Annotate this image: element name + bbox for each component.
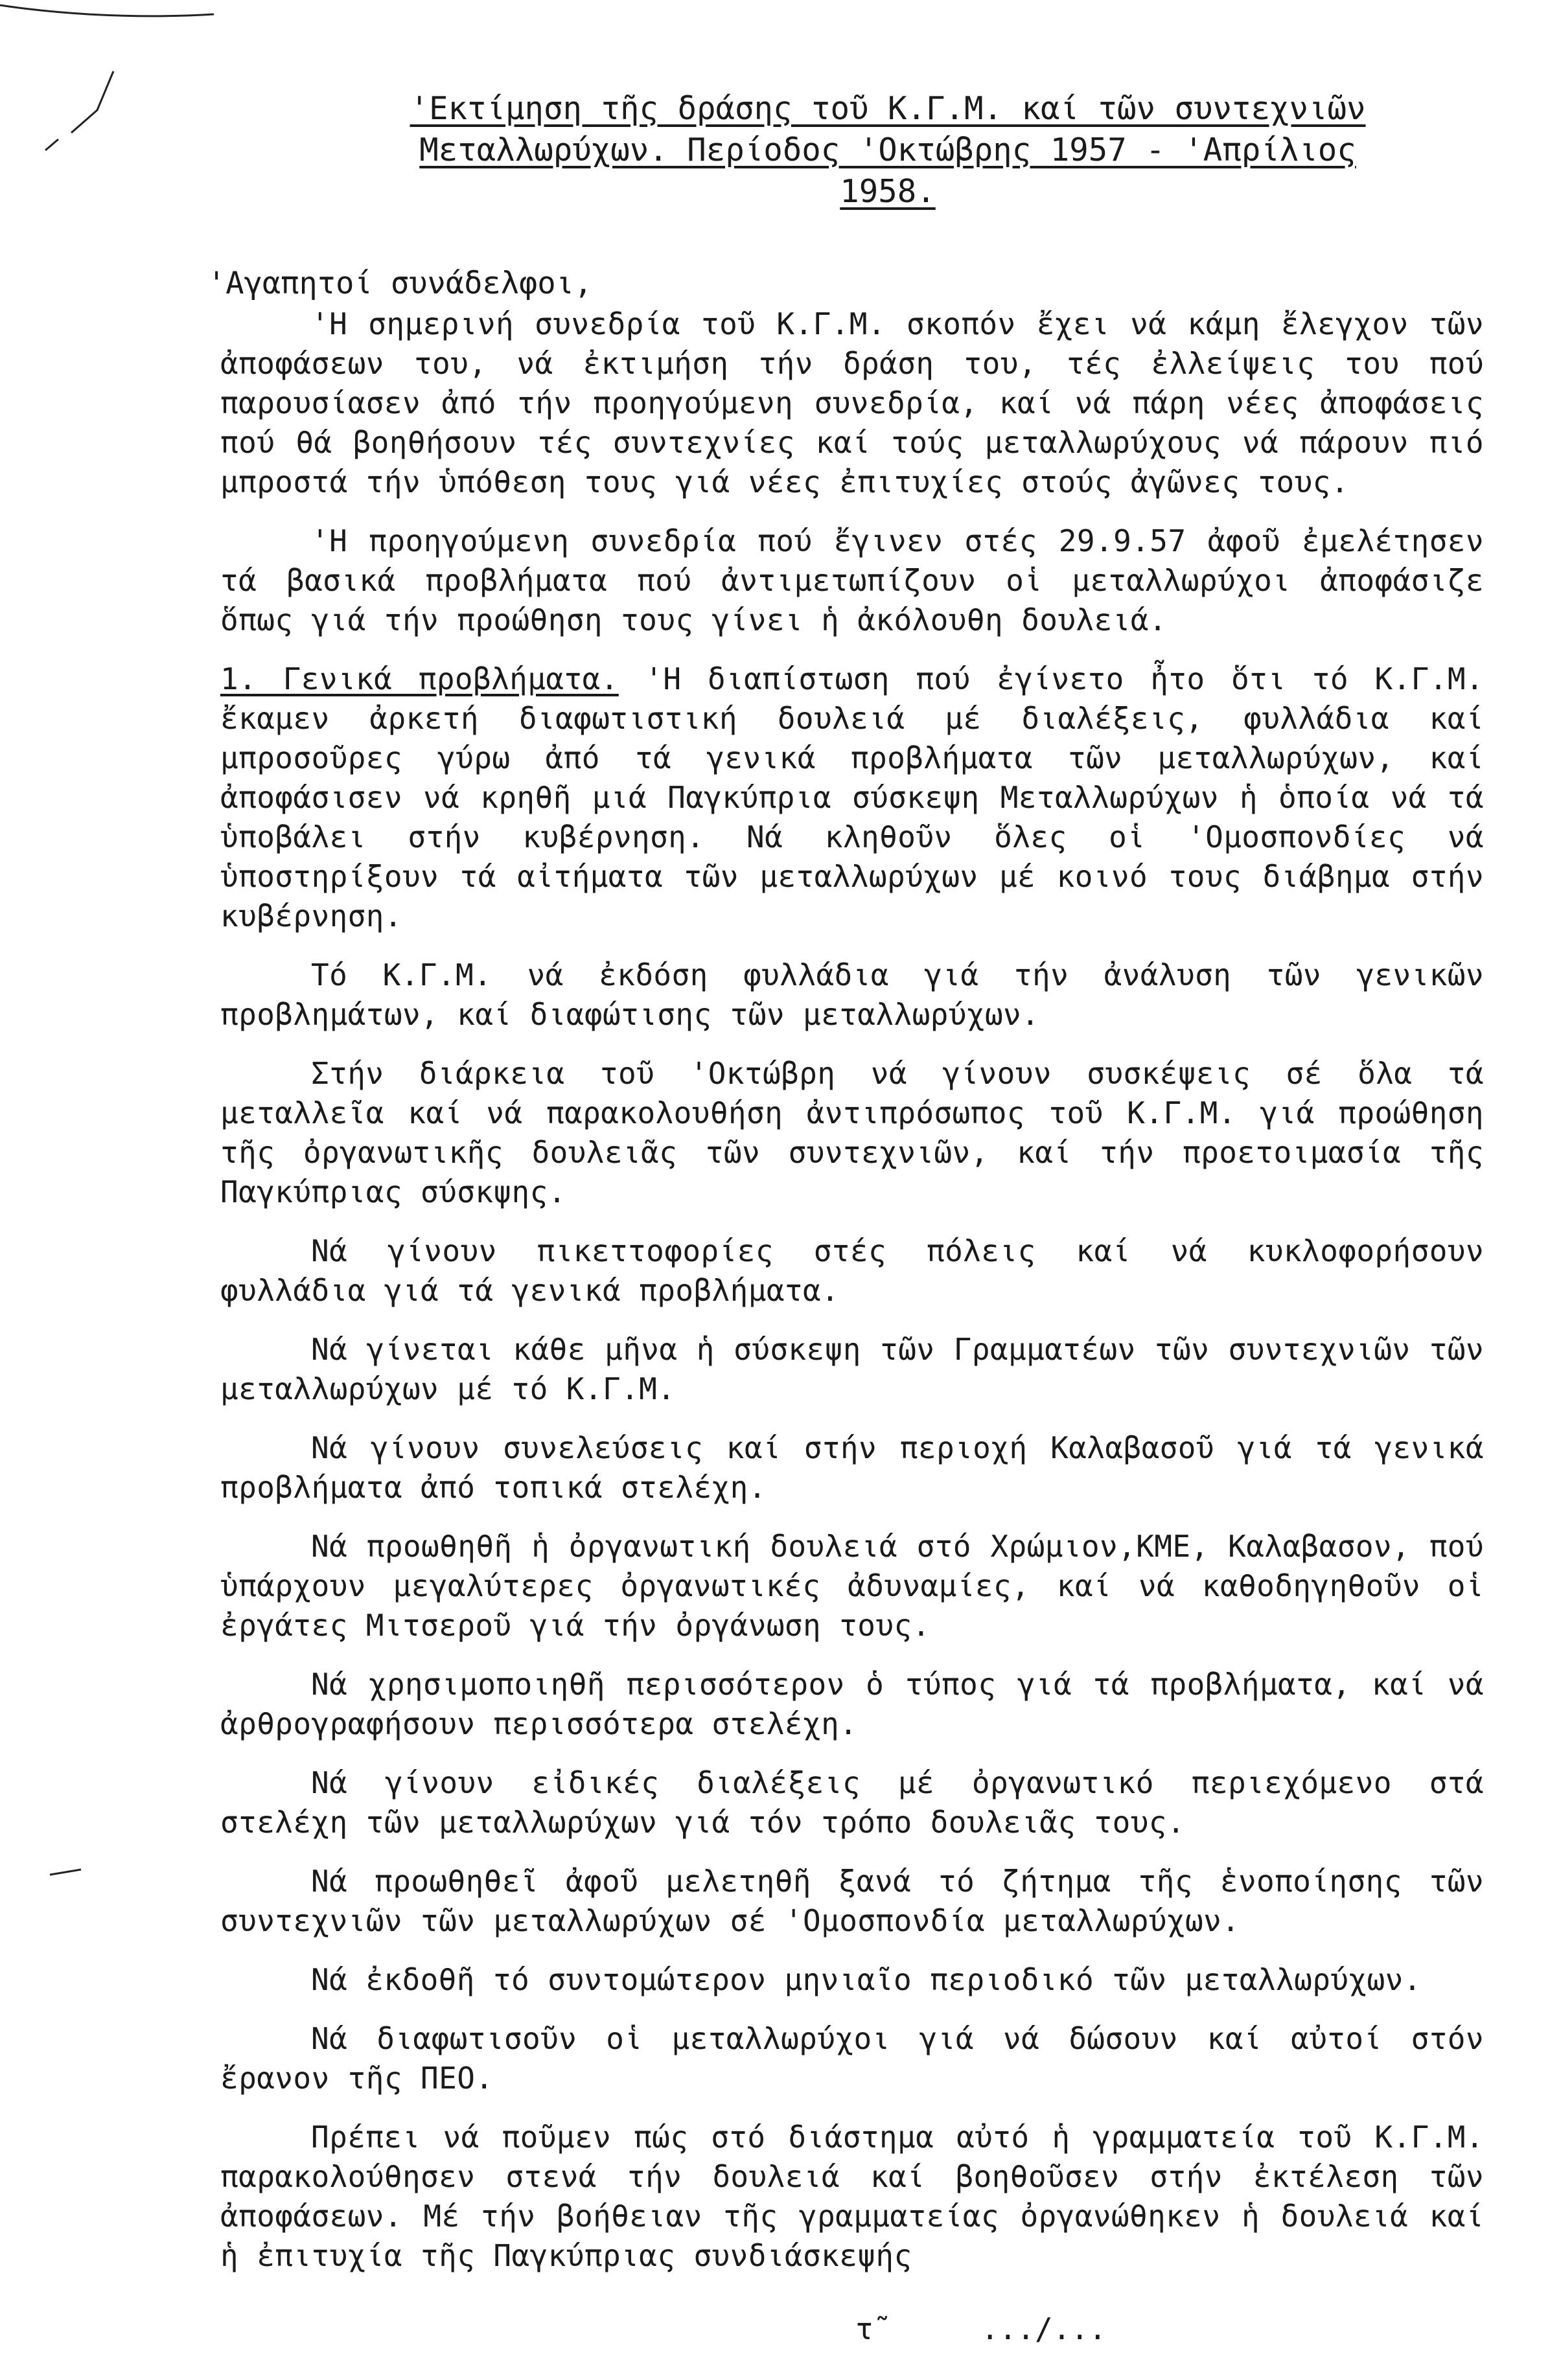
decision-paragraph: Νά γίνουν πικεττοφορίες στές πόλεις καί νά κυκλοφορήσουν φυλλάδια γιά τά γενικά προβλήματα. xyxy=(220,1233,1484,1308)
title-line-3: 1958. xyxy=(840,173,936,210)
decision-paragraph: Νά χρησιμοποιηθῆ περισσότερον ὁ τύπος γιά τά προβλήματα, καί νά ἀρθρογραφήσουν περισσότερα στελέχη. xyxy=(220,1667,1484,1741)
closing-paragraph: Πρέπει νά ποῦμεν πώς στό διάστημα αὐτό ἡ γραμματεία τοῦ Κ.Γ.Μ. παρακολούθησεν στενά τήν δουλειά καί βοηθοῦσεν στήν ἐκτέλεση τῶν ἀποφάσεων. Μέ τήν βοήθειαν τῆς γραμματείας ὀργανώθηκεν ἡ δουλειά καί ἡ ἐπιτυχία τῆς Παγκύπριας συνδιάσκεψής xyxy=(220,2120,1484,2273)
document-title xyxy=(382,88,1393,212)
scan-mark-top-left xyxy=(0,0,220,168)
decision-paragraph: Νά γίνουν συνελεύσεις καί στήν περιοχή Καλαβασοῦ γιά τά γενικά προβλήματα ἀπό τοπικά στελέχη. xyxy=(220,1430,1484,1505)
decision-paragraph: Νά προωθηθῆ ἡ ὀργανωτική δουλειά στό Χρώμιον,ΚΜΕ, Καλαβασον, πού ὑπάρχουν μεγαλύτερες ὀργανωτικές ἀδυναμίες, καί νά καθοδηγηθοῦν οἱ ἐργάτες Μιτσεροῦ γιά τήν ὀργάνωση τους. xyxy=(220,1529,1484,1643)
section-1-paragraph xyxy=(220,659,1484,936)
scan-mark-left-dash xyxy=(49,1866,87,1879)
page-continuation-marker: τ˜ .../... xyxy=(855,2311,1107,2346)
decision-paragraph: Νά γίνεται κάθε μῆνα ἡ σύσκεψη τῶν Γραμματέων τῶν συντεχνιῶν τῶν μεταλλωρύχων μέ τό Κ.Γ.Μ. xyxy=(220,1332,1484,1406)
decision-paragraph: Νά ἐκδοθῆ τό συντομώτερον μηνιαῖο περιοδικό τῶν μεταλλωρύχων. xyxy=(311,1962,1422,1997)
document-body xyxy=(220,304,1484,2295)
decision-paragraph: Στήν διάρκεια τοῦ 'Οκτώβρη νά γίνουν συσκέψεις σέ ὅλα τά μεταλλεῖα καί νά παρακολουθήση ἀντιπρόσωπος τοῦ Κ.Γ.Μ. γιά προώθηση τῆς ὀργανωτικῆς δουλειᾶς τῶν συντεχνιῶν, καί τήν προετοιμασία τῆς Παγκύπριας σύσκψης. xyxy=(220,1056,1484,1209)
intro-paragraph-2: 'Η προηγούμενη συνεδρία πού ἔγινεν στές 29.9.57 ἀφοῦ ἐμελέτησεν τά βασικά προβλήματα πού ἀντιμετωπίζουν οἱ μεταλλωρύχοι ἀποφάσιζε ὅπως γιά τήν προώθηση τους γίνει ἡ ἀκόλουθη δουλειά. xyxy=(220,523,1484,637)
decision-paragraph: Νά γίνουν εἰδικές διαλέξεις μέ ὀργανωτικό περιεχόμενο στά στελέχη τῶν μεταλλωρύχων γιά τόν τρόπο δουλειᾶς τους. xyxy=(220,1765,1484,1840)
section-1-text: 'Η διαπίστωση πού ἐγίνετο ἦτο ὅτι τό Κ.Γ.Μ. ἔκαμεν ἀρκετή διαφωτιστική δουλειά μέ διαλέξεις, φυλλάδια καί μπροσοῦρες γύρω ἀπό τά γενικά προβλήματα τῶν μεταλλωρύχων, καί ἀποφάσισεν νά κρηθῆ μιά Παγκύπρια σύσκεψη Μεταλλωρύχων ἡ ὁποία νά τά ὑποβάλει στήν κυβέρνηση. Νά κληθοῦν ὅλες οἱ 'Ομοσπονδίες νά ὑποστηρίξουν τά αἰτήματα τῶν μεταλλωρύχων μέ κοινό τους διάβημα στήν κυβέρνηση. xyxy=(220,661,1485,933)
greeting: 'Αγαπητοί συνάδελφοι, xyxy=(207,266,593,301)
title-line-1: 'Εκτίμηση τῆς δράσης τοῦ Κ.Γ.Μ. καί τῶν συντεχνιῶν xyxy=(410,90,1366,127)
decision-paragraph: Νά διαφωτισοῦν οἱ μεταλλωρύχοι γιά νά δώσουν καί αὐτοί στόν ἔρανον τῆς ΠΕΟ. xyxy=(220,2021,1484,2096)
section-1-heading: 1. Γενικά προβλήματα. xyxy=(220,661,619,696)
decision-paragraph: Τό Κ.Γ.Μ. νά ἐκδόση φυλλάδια γιά τήν ἀνάλυση τῶν γενικῶν προβλημάτων, καί διαφώτισης τῶν μεταλλωρύχων. xyxy=(220,957,1484,1032)
intro-paragraph-1: 'Η σημερινή συνεδρία τοῦ Κ.Γ.Μ. σκοπόν ἔχει νά κάμη ἔλεγχον τῶν ἀποφάσεων του, νά ἐκτιμήση τήν δράση του, τές ἐλλείψεις του πού παρουσίασεν ἀπό τήν προηγούμενη συνεδρία, καί νά πάρη νέες ἀποφάσεις πού θά βοηθήσουν τές συντεχνίες καί τούς μεταλλωρύχους νά πάρουν πιό μπροστά τήν ὑπόθεση τους γιά νέες ἐπιτυχίες στούς ἀγῶνες τους. xyxy=(220,306,1484,499)
title-line-2: Μεταλλωρύχων. Περίοδος 'Οκτώβρης 1957 - 'Απρίλιος xyxy=(419,132,1356,168)
decision-paragraph: Νά προωθηθεῖ ἀφοῦ μελετηθῆ ξανά τό ζήτημα τῆς ἑνοποίησης τῶν συντεχνιῶν τῶν μεταλλωρύχων σέ 'Ομοσπονδία μεταλλωρύχων. xyxy=(220,1864,1484,1938)
